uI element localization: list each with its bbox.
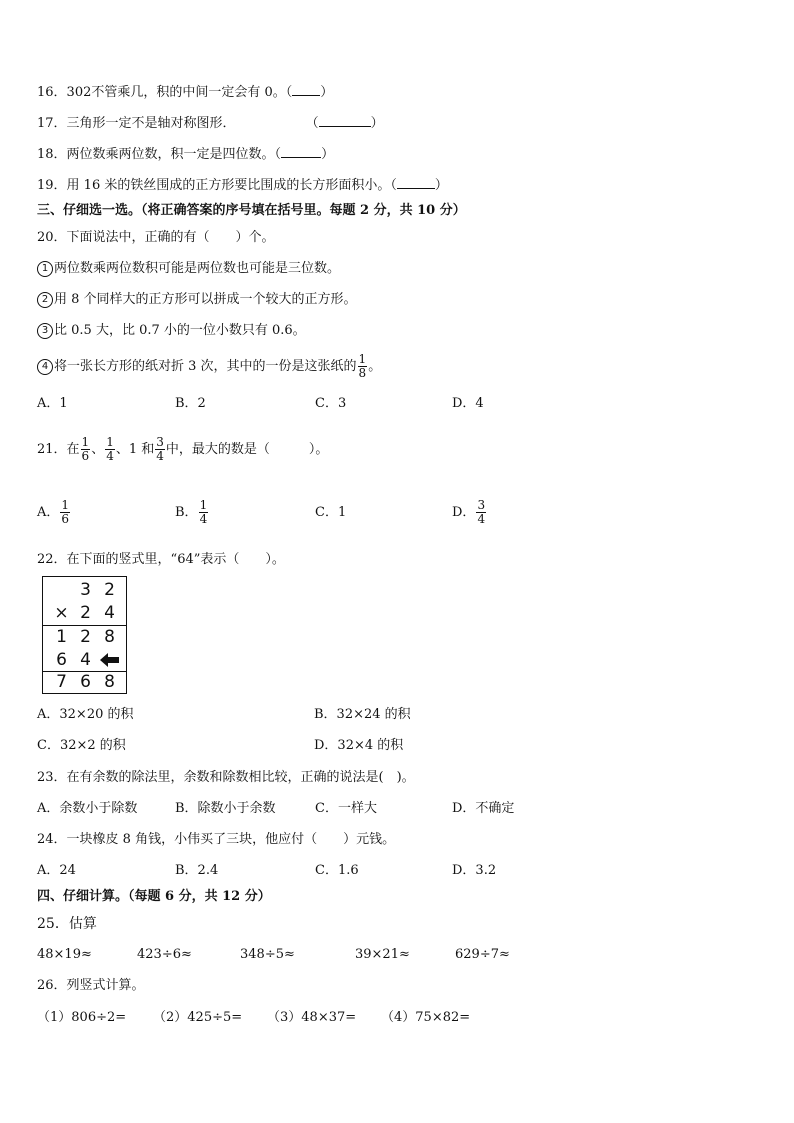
calc-item: （2）425÷5= bbox=[153, 1010, 243, 1025]
q20-option-a[interactable]: A．1 bbox=[37, 396, 68, 411]
digit: 6 bbox=[80, 672, 91, 692]
question-19: 19．用 16 米的铁丝围成的正方形要比围成的长方形面积小。（ ） bbox=[37, 178, 448, 193]
question-25-stem: 25．估算 bbox=[37, 916, 97, 932]
estimate-item: 39×21≈ bbox=[355, 947, 410, 962]
mult-row-product bbox=[43, 671, 126, 694]
circled-number: 3 bbox=[37, 323, 53, 339]
q21-option-c[interactable]: C．1 bbox=[315, 505, 347, 520]
question-24-stem: 24．一块橡皮 8 角钱，小伟买了三块，他应付（ ）元钱。 bbox=[37, 832, 396, 847]
q20-statement-4: 4 将一张长方形的纸对折 3 次，其中的一份是这张纸的 $\frac{1}{8}$ 。 bbox=[37, 350, 381, 384]
q24-option-a[interactable]: A．24 bbox=[37, 863, 76, 878]
q23-option-a[interactable]: A．余数小于除数 bbox=[37, 801, 138, 816]
mult-row-partial-1 bbox=[43, 626, 126, 649]
digit: 2 bbox=[104, 580, 115, 600]
circled-number: 4 bbox=[37, 359, 53, 375]
estimate-item: 48×19≈ bbox=[37, 947, 92, 962]
mult-row-partial-2 bbox=[43, 649, 126, 672]
q20-option-d[interactable]: D．4 bbox=[452, 396, 484, 411]
mult-row-multiplicand bbox=[43, 579, 126, 602]
q24-option-d[interactable]: D．3.2 bbox=[452, 863, 497, 878]
question-26-stem: 26．列竖式计算。 bbox=[37, 978, 145, 993]
estimate-item: 423÷6≈ bbox=[137, 947, 192, 962]
q24-option-b[interactable]: B．2.4 bbox=[175, 863, 219, 878]
question-21-stem: 21．在 $\frac{1}{6}$ 、 $\frac{1}{4}$ 、1 和 $\frac{3}{4}$ 中，最大的数是（ ）。 bbox=[37, 435, 329, 463]
question-18: 18．两位数乘两位数，积一定是四位数。（ ） bbox=[37, 147, 335, 162]
digit: 6 bbox=[56, 650, 67, 670]
digit: 8 bbox=[104, 627, 115, 647]
digit: 2 bbox=[80, 627, 91, 647]
fraction: $\frac{1}{8}$ bbox=[358, 352, 367, 380]
answer-blank[interactable] bbox=[292, 83, 320, 96]
q23-option-c[interactable]: C．一样大 bbox=[315, 801, 377, 816]
digit: 1 bbox=[56, 627, 67, 647]
digit: 8 bbox=[104, 672, 115, 692]
digit: 4 bbox=[104, 603, 115, 623]
vertical-multiplication bbox=[42, 576, 127, 694]
digit: 4 bbox=[80, 650, 91, 670]
q20-statement-3: 3 比 0.5 大，比 0.7 小的一位小数只有 0.6。 bbox=[37, 322, 306, 340]
q23-option-b[interactable]: B．除数小于余数 bbox=[175, 801, 276, 816]
mult-row-multiplier bbox=[43, 602, 126, 625]
q23-option-d[interactable]: D．不确定 bbox=[452, 801, 515, 816]
q22-option-a[interactable]: A．32×20 的积 bbox=[37, 707, 134, 722]
calc-item: （3）48×37= bbox=[267, 1010, 357, 1025]
q22-option-b[interactable]: B．32×24 的积 bbox=[314, 707, 411, 722]
estimate-item: 629÷7≈ bbox=[455, 947, 510, 962]
q22-option-d[interactable]: D．32×4 的积 bbox=[314, 738, 404, 753]
answer-blank[interactable] bbox=[281, 145, 321, 158]
question-23-stem: 23．在有余数的除法里，余数和除数相比较，正确的说法是( )。 bbox=[37, 770, 415, 785]
q20-option-c[interactable]: C．3 bbox=[315, 396, 347, 411]
circled-number: 1 bbox=[37, 261, 53, 277]
answer-blank[interactable] bbox=[319, 114, 371, 127]
fraction: $\frac{1}{4}$ bbox=[106, 435, 114, 463]
fraction: $\frac{1}{6}$ bbox=[61, 498, 70, 526]
digit: 3 bbox=[80, 580, 91, 600]
left-arrow-icon bbox=[98, 649, 121, 672]
question-17: 17．三角形一定不是轴对称图形． （ ） bbox=[37, 116, 384, 131]
calc-item: （4）75×82= bbox=[381, 1010, 471, 1025]
q21-option-b[interactable]: B． $\frac{1}{4}$ bbox=[175, 498, 208, 526]
q24-option-c[interactable]: C．1.6 bbox=[315, 863, 359, 878]
q20-statement-1: 1 两位数乘两位数积可能是两位数也可能是三位数。 bbox=[37, 260, 340, 278]
digit: 7 bbox=[56, 672, 67, 692]
calc-item: （1）806÷2= bbox=[37, 1010, 127, 1025]
multiply-sign: × bbox=[54, 603, 69, 623]
q22-option-c[interactable]: C．32×2 的积 bbox=[37, 738, 126, 753]
circled-number: 2 bbox=[37, 292, 53, 308]
q20-option-b[interactable]: B．2 bbox=[175, 396, 206, 411]
question-16: 16．302不管乘几，积的中间一定会有 0。（ ） bbox=[37, 85, 334, 100]
fraction: $\frac{1}{6}$ bbox=[81, 435, 90, 463]
section-4-heading: 四、仔细计算。（每题 6 分，共 12 分） bbox=[37, 889, 271, 904]
section-3-heading: 三、仔细选一选。（将正确答案的序号填在括号里。每题 2 分，共 10 分） bbox=[37, 203, 466, 218]
fraction: $\frac{1}{4}$ bbox=[199, 498, 208, 526]
q20-statement-2: 2 用 8 个同样大的正方形可以拼成一个较大的正方形。 bbox=[37, 291, 357, 309]
digit: 2 bbox=[80, 603, 91, 623]
estimate-item: 348÷5≈ bbox=[240, 947, 295, 962]
fraction: $\frac{3}{4}$ bbox=[156, 435, 164, 463]
answer-blank[interactable] bbox=[397, 176, 435, 189]
question-20-stem: 20．下面说法中，正确的有（ ）个。 bbox=[37, 230, 275, 245]
fraction: $\frac{3}{4}$ bbox=[477, 498, 486, 526]
q21-option-d[interactable]: D． $\frac{3}{4}$ bbox=[452, 498, 486, 526]
question-22-stem: 22．在下面的竖式里，“64”表示（ ）。 bbox=[37, 552, 285, 567]
q21-option-a[interactable]: A． $\frac{1}{6}$ bbox=[37, 498, 70, 526]
